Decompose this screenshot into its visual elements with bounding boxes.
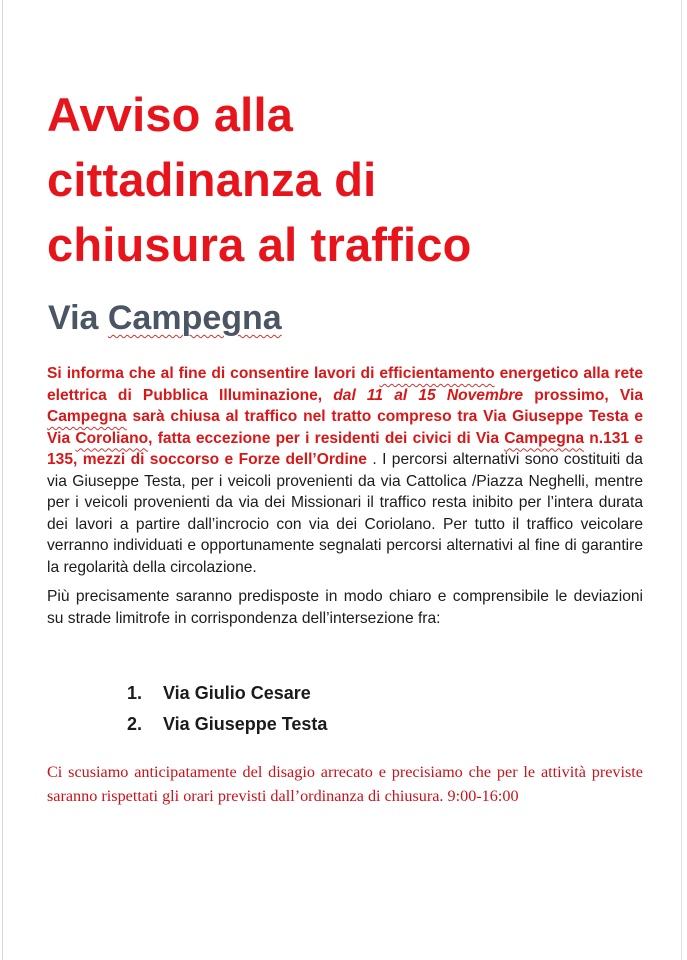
notice-highlight: Si informa che al fine di consentire lavori di <box>47 365 380 382</box>
list-item-text: Via Giulio Cesare <box>163 683 311 703</box>
notice-highlight: energetico alla rete elettrica di Pubblica Illuminazione, <box>47 365 643 404</box>
notice-paragraph <box>47 363 643 578</box>
list-number: 2. <box>127 714 143 734</box>
notice-title <box>47 82 647 277</box>
intersection-list <box>127 678 327 740</box>
detour-paragraph: Più precisamente saranno predisposte in modo chiaro e comprensibile le deviazioni su strade limitrofe in corrispondenza dell’intersezione fra: <box>47 588 643 627</box>
notice-highlight: efficientamento <box>379 365 495 382</box>
page-edge <box>681 0 682 960</box>
notice-highlight: sarà chiusa al traffico nel tratto compreso tra Via Giuseppe Testa e Via <box>47 408 643 447</box>
notice-body <box>47 363 643 629</box>
notice-highlight: Campegna <box>504 429 584 447</box>
list-number: 1. <box>127 683 143 703</box>
notice-detail-text: . I percorsi alternativi sono costituiti da via Giuseppe Testa, per i veicoli provenienti da via Cattolica /Piazza Neghelli, mentre per i veicoli provenienti da via dei Missionari il traffico resta inibito per l’intera durata dei lavori a partire dall’incrocio con via dei Coriolano. Per tutto il traffico veicolare verranno individuati e opportunamente segnalati percorsi alternativi al fine di garantire la regolarità della circolazione. <box>47 451 643 576</box>
closure-dates: dal 11 al 15 Novembre <box>333 386 524 404</box>
page-edge <box>2 0 3 960</box>
street-subtitle <box>48 293 282 343</box>
notice-highlight: , fatta eccezione per i residenti dei civici di Via <box>148 429 505 447</box>
title-line: Avviso alla <box>47 88 294 141</box>
list-item <box>127 709 327 740</box>
notice-highlight: prossimo, Via <box>523 386 644 404</box>
apology-note: Ci scusiamo anticipatamente del disagio arrecato e precisiamo che per le attività previste saranno rispettati gli orari previsti dall’ordinanza di chiusura. 9:00-16:00 <box>47 763 643 805</box>
notice-highlight: Campegna <box>47 408 127 425</box>
subtitle-prefix: Via <box>48 299 108 337</box>
title-line: chiusura al traffico <box>47 218 472 271</box>
notice-highlight: n.131 e 135, mezzi di soccorso e Forze dell’Ordine <box>47 429 643 468</box>
list-item-text: Via Giuseppe Testa <box>163 714 328 734</box>
subtitle-street: Campegna <box>107 299 282 337</box>
title-line: cittadinanza di <box>47 153 377 206</box>
list-item <box>127 678 327 709</box>
notice-highlight: Coroliano <box>75 429 149 447</box>
